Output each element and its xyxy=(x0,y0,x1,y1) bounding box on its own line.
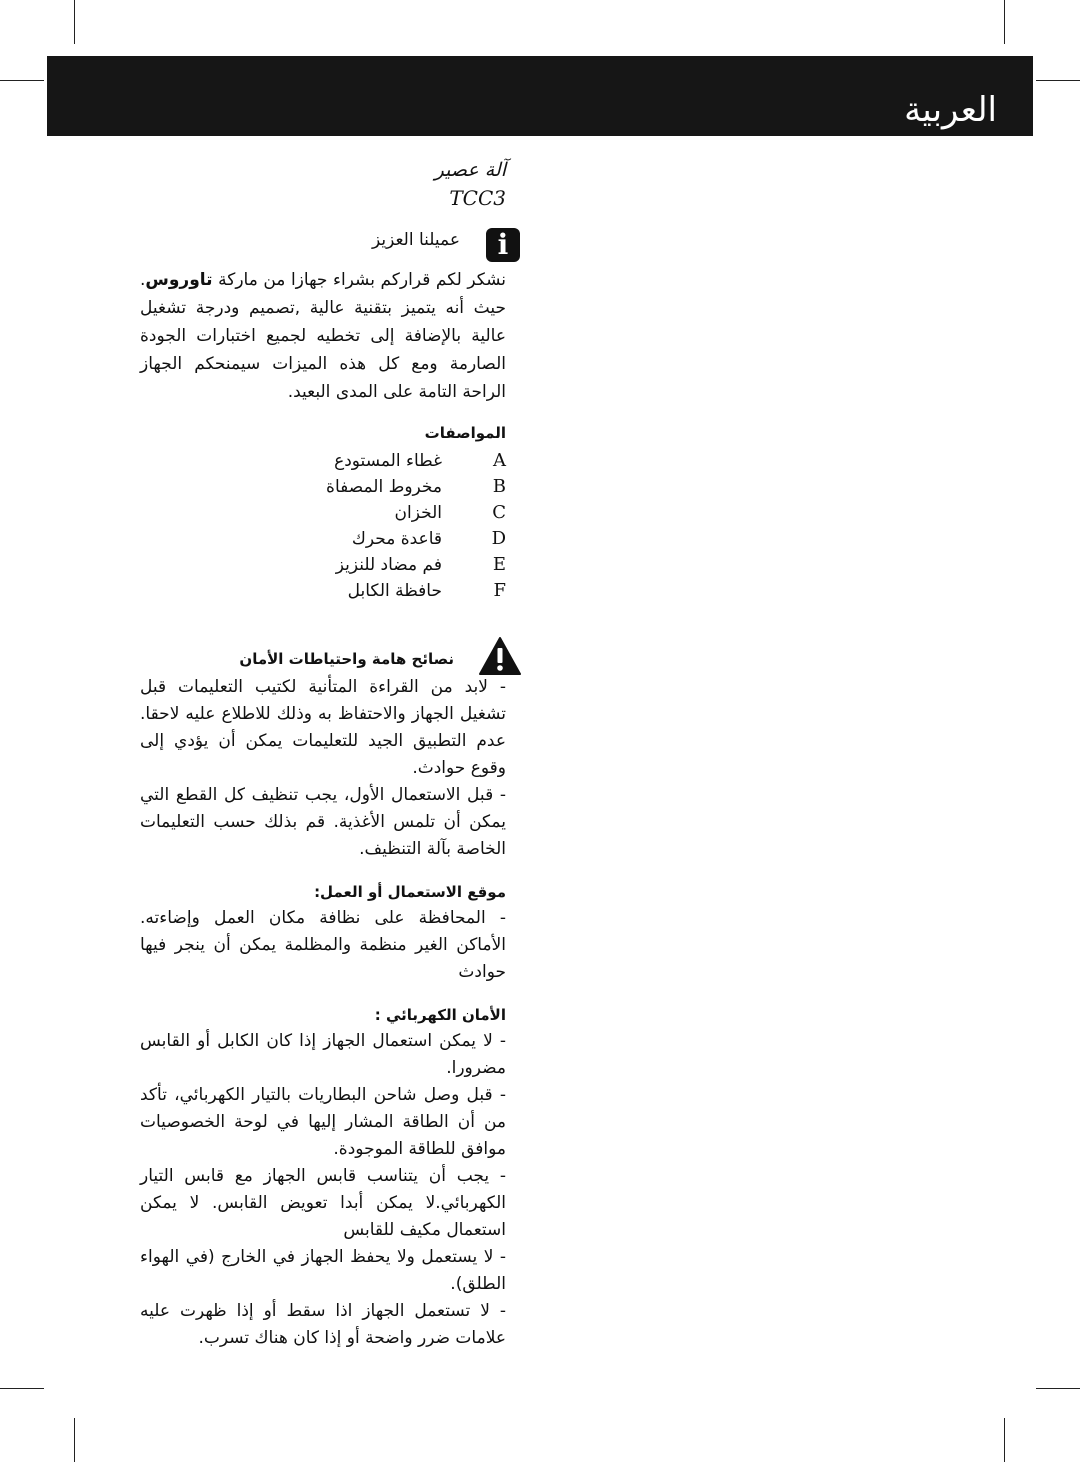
spec-label: مخروط المصفاة xyxy=(326,477,442,497)
main-content xyxy=(140,156,509,1352)
intro-text-end: . حيث أنه يتميز بتقنية عالية ,تصميم ودرجة تشغيل عالية بالإضافة إلى تخطيه لجميع اختبارات الجودة الصارمة ومع كل هذه الميزات سيمنحكم الجهاز الراحة التامة على المدى البعيد. xyxy=(140,270,506,402)
specs-list xyxy=(140,448,506,604)
electrical-item: - لا يستعمل ولا يحفظ الجهاز في الخارج (في الهواء الطلق). xyxy=(140,1247,506,1294)
crop-mark xyxy=(1036,80,1080,81)
electrical-title: الأمان الكهربائي : xyxy=(374,1006,506,1024)
crop-mark xyxy=(0,80,44,81)
spec-item xyxy=(140,500,506,526)
spec-label: فم مضاد للنزيز xyxy=(335,555,442,575)
safety-item: - قبل الاستعمال الأول، يجب تنظيف كل القطع التي يمكن أن تلمس الأغذية. قم بذلك حسب التعليمات الخاصة بآلة التنظيف. xyxy=(140,785,506,859)
product-name: آلة عصير xyxy=(434,159,506,181)
workplace-list xyxy=(140,905,506,986)
safety-title: نصائح هامة واحتياطات الأمان xyxy=(239,650,454,668)
spec-letter: B xyxy=(492,476,506,497)
electrical-item: - يجب أن يتناسب قابس الجهاز مع قابس التيار الكهربائي.لا يمكن أبدا تعويض القابس. لا يمكن استعمال مكيف للقابس xyxy=(140,1166,506,1240)
spec-item xyxy=(140,474,506,500)
electrical-item: - لا تستعمل الجهاز اذا سقط أو إذا ظهرت عليه علامات ضرر واضحة أو إذا كان هناك تسرب. xyxy=(140,1301,506,1348)
spec-label: قاعدة محرك xyxy=(351,529,442,549)
spec-item xyxy=(140,448,506,474)
spec-item xyxy=(140,552,506,578)
crop-mark xyxy=(74,1418,75,1462)
specs-title: المواصفات xyxy=(424,424,506,442)
safety-item: - لابد من القراءة المتأنية لكتيب التعليمات قبل تشغيل الجهاز والاحتفاظ به وذلك للاطلاع عليه لاحقا. عدم التطبيق الجيد للتعليمات يمكن أن يؤدي إلى وقوع حوادث. xyxy=(140,677,506,778)
greeting: عميلنا العزيز xyxy=(371,230,460,250)
spec-item xyxy=(140,578,506,604)
intro-text-start: نشكر لكم قراركم بشراء جهازا من ماركة xyxy=(218,270,506,290)
crop-mark xyxy=(0,1388,44,1389)
crop-mark xyxy=(1004,0,1005,44)
safety-header xyxy=(140,644,506,674)
spec-letter: E xyxy=(492,554,506,575)
workplace-title: موقع الاستعمال أو العمل: xyxy=(314,883,506,901)
crop-mark xyxy=(1036,1388,1080,1389)
safety-list xyxy=(140,674,506,863)
spec-letter: F xyxy=(493,580,506,601)
workplace-item: - المحافظة على نظافة مكان العمل وإضاءته. الأماكن الغير منظمة والمظلمة يمكن أن ينجر فيها حوادث xyxy=(140,908,506,982)
intro-paragraph xyxy=(140,266,506,406)
model-code: TCC3 xyxy=(449,186,506,210)
spec-letter: D xyxy=(491,528,506,549)
spec-item xyxy=(140,526,506,552)
warning-triangle-icon xyxy=(478,636,522,676)
spec-label: الخزان xyxy=(394,503,442,523)
crop-mark xyxy=(1004,1418,1005,1462)
electrical-list xyxy=(140,1028,506,1352)
spec-letter: C xyxy=(492,502,506,523)
crop-mark xyxy=(74,0,75,44)
info-icon: i xyxy=(486,228,520,262)
electrical-item: - قبل وصل شاحن البطاريات بالتيار الكهربائي، تأكد من أن الطاقة المشار إليها في لوحة الخصوصيات موافق للطاقة الموجودة. xyxy=(140,1085,506,1159)
spec-label: غطاء المستودع xyxy=(334,451,442,471)
brand-name: تاوروس xyxy=(145,270,213,290)
spec-label: حافظة الكابل xyxy=(347,581,442,601)
spec-letter: A xyxy=(493,450,506,471)
language-header-band xyxy=(47,56,1033,136)
language-title: العربية xyxy=(904,90,997,130)
electrical-item: - لا يمكن استعمال الجهاز إذا كان الكابل أو القابس مضرورا. xyxy=(140,1031,506,1078)
greeting-row xyxy=(140,224,509,266)
